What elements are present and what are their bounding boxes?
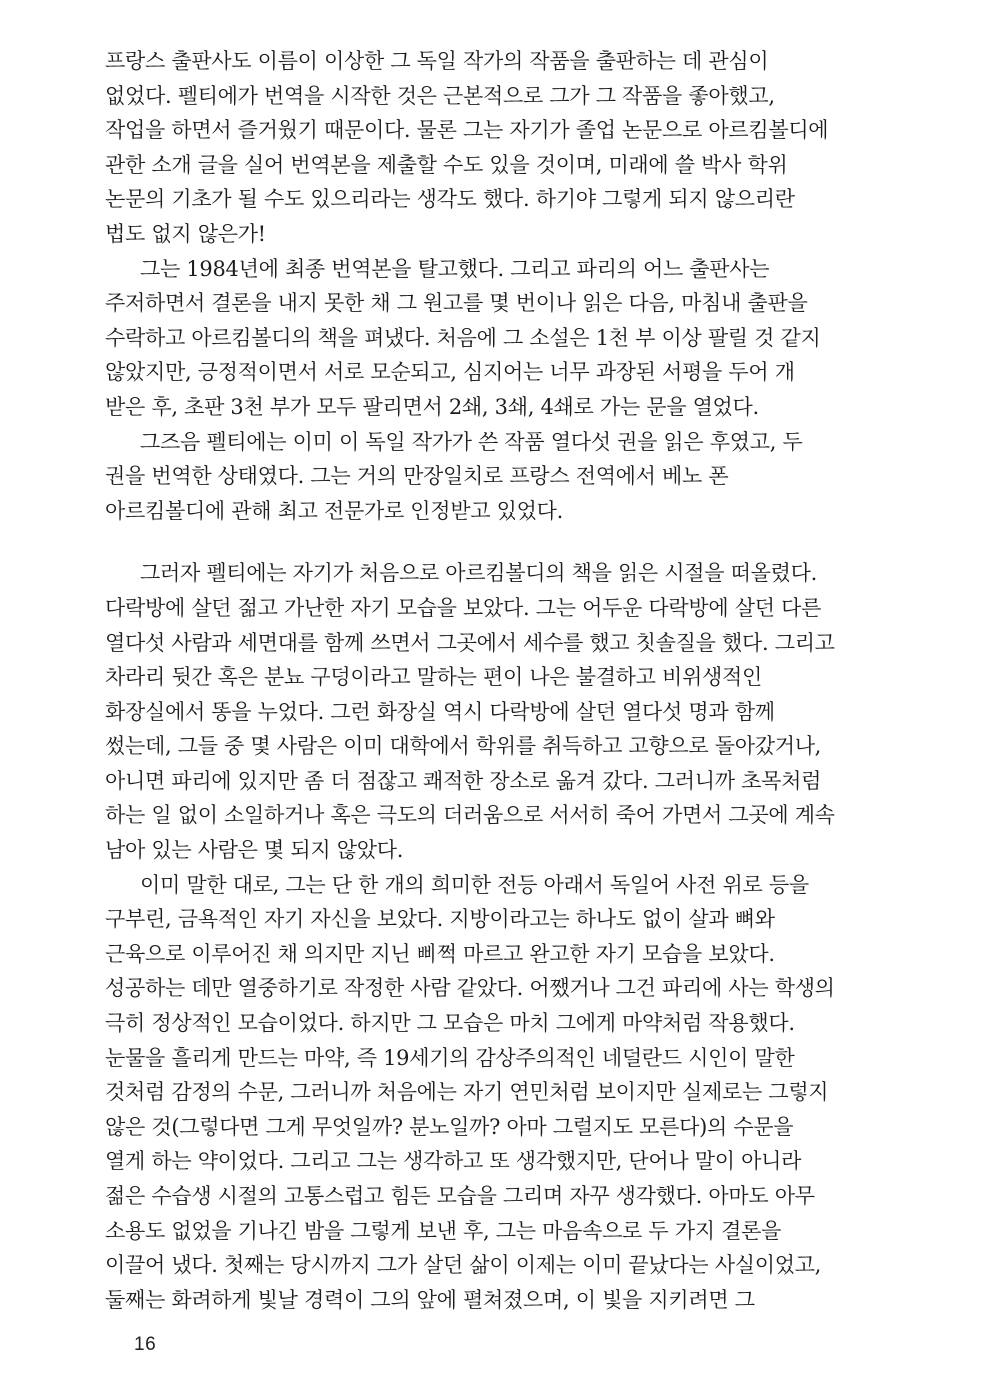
text-line: 아르킴볼디에 관해 최고 전문가로 인정받고 있었다. xyxy=(105,498,563,523)
text-line: 구부린, 금욕적인 자기 자신을 보았다. 지방이라고는 하나도 없이 살과 뼈와 xyxy=(105,907,775,932)
paragraph xyxy=(105,252,920,425)
text-line: 하는 일 없이 소일하거나 혹은 극도의 더러움으로 서서히 죽어 가면서 그곳에 계속 xyxy=(105,803,835,828)
text-line: 관한 소개 글을 실어 번역본을 제출할 수도 있을 것이며, 미래에 쓸 박사 학위 xyxy=(105,152,788,177)
text-line: 프랑스 출판사도 이름이 이상한 그 독일 작가의 작품을 출판하는 데 관심이 xyxy=(105,49,769,73)
text-line: 수락하고 아르킴볼디의 책을 펴냈다. 처음에 그 소설은 1천 부 이상 팔릴 것 같지 xyxy=(105,325,821,350)
text-line: 이끌어 냈다. 첫째는 당시까지 그가 살던 삶이 이제는 이미 끝났다는 사실이었고, xyxy=(105,1253,822,1278)
text-line: 없었다. 펠티에가 번역을 시작한 것은 근본적으로 그가 그 작품을 좋아했고, xyxy=(105,83,775,108)
text-line: 열게 하는 약이었다. 그리고 그는 생각하고 또 생각했지만, 단어나 말이 아니라 xyxy=(105,1149,802,1174)
text-line: 법도 없지 않은가! xyxy=(105,221,266,246)
text-line: 다락방에 살던 젊고 가난한 자기 모습을 보았다. 그는 어두운 다락방에 살던 다른 xyxy=(105,595,822,620)
paragraph xyxy=(105,556,920,867)
text-line: 극히 정상적인 모습이었다. 하지만 그 모습은 마치 그에게 마약처럼 작용했다. xyxy=(105,1011,795,1036)
text-line: 그는 1984년에 최종 번역본을 탈고했다. 그리고 파리의 어느 출판사는 xyxy=(140,256,770,281)
text-line: 작업을 하면서 즐거웠기 때문이다. 물론 그는 자기가 졸업 논문으로 아르킴볼디에 xyxy=(105,118,829,143)
text-line: 않았지만, 긍정적이면서 서로 모순되고, 심지어는 너무 과장된 서평을 두어 개 xyxy=(105,360,795,385)
text-line: 받은 후, 초판 3천 부가 모두 팔리면서 2쇄, 3쇄, 4쇄로 가는 문을 열었다. xyxy=(105,394,759,419)
text-line: 열다섯 사람과 세면대를 함께 쓰면서 그곳에서 세수를 했고 칫솔질을 했다. 그리고 xyxy=(105,630,835,655)
paragraph xyxy=(105,425,920,529)
text-line: 그러자 펠티에는 자기가 처음으로 아르킴볼디의 책을 읽은 시절을 떠올렸다. xyxy=(140,561,817,586)
text-line: 썼는데, 그들 중 몇 사람은 이미 대학에서 학위를 취득하고 고향으로 돌아갔거나, xyxy=(105,734,822,759)
text-line: 소용도 없었을 기나긴 밤을 그렇게 보낸 후, 그는 마음속으로 두 가지 결론을 xyxy=(105,1218,782,1243)
text-line: 남아 있는 사람은 몇 되지 않았다. xyxy=(105,838,404,863)
text-line: 둘째는 화려하게 빛날 경력이 그의 앞에 펼쳐졌으며, 이 빛을 지키려면 그 xyxy=(105,1287,755,1312)
text-line: 아니면 파리에 있지만 좀 더 점잖고 쾌적한 장소로 옮겨 갔다. 그러니까 초목처럼 xyxy=(105,768,822,793)
text-line: 주저하면서 결론을 내지 못한 채 그 원고를 몇 번이나 읽은 다음, 마침내 출판을 xyxy=(105,291,808,316)
paragraph xyxy=(105,868,920,1318)
text-line: 근육으로 이루어진 채 의지만 지닌 삐쩍 마르고 완고한 자기 모습을 보았다. xyxy=(105,941,775,966)
text-line: 눈물을 흘리게 만드는 마약, 즉 19세기의 감상주의적인 네덜란드 시인이 말한 xyxy=(105,1045,795,1070)
text-line: 않은 것(그렇다면 그게 무엇일까? 분노일까? 아마 그럴지도 모른다)의 수문을 xyxy=(105,1114,794,1139)
text-line: 그즈음 펠티에는 이미 이 독일 작가가 쓴 작품 열다섯 권을 읽은 후였고, 두 xyxy=(140,429,803,454)
text-line: 젊은 수습생 시절의 고통스럽고 힘든 모습을 그리며 자꾸 생각했다. 아마도 아무 xyxy=(105,1184,815,1208)
page-number: 16 xyxy=(134,1334,157,1355)
body-text xyxy=(105,44,920,1317)
text-line: 차라리 뒷간 혹은 분뇨 구덩이라고 말하는 편이 나은 불결하고 비위생적인 xyxy=(105,665,762,690)
text-line: 성공하는 데만 열중하기로 작정한 사람 같았다. 어쨌거나 그건 파리에 사는 학생의 xyxy=(105,976,835,1001)
text-line: 화장실에서 똥을 누었다. 그런 화장실 역시 다락방에 살던 열다섯 명과 함께 xyxy=(105,699,775,724)
text-line: 것처럼 감정의 수문, 그러니까 처음에는 자기 연민처럼 보이지만 실제로는 그렇지 xyxy=(105,1080,829,1105)
text-line: 권을 번역한 상태였다. 그는 거의 만장일치로 프랑스 전역에서 베노 폰 xyxy=(105,464,729,489)
text-line: 논문의 기초가 될 수도 있으리라는 생각도 했다. 하기야 그렇게 되지 않으리란 xyxy=(105,187,795,212)
paragraph xyxy=(105,44,920,252)
text-line: 이미 말한 대로, 그는 단 한 개의 희미한 전등 아래서 독일어 사전 위로 등을 xyxy=(140,872,809,897)
